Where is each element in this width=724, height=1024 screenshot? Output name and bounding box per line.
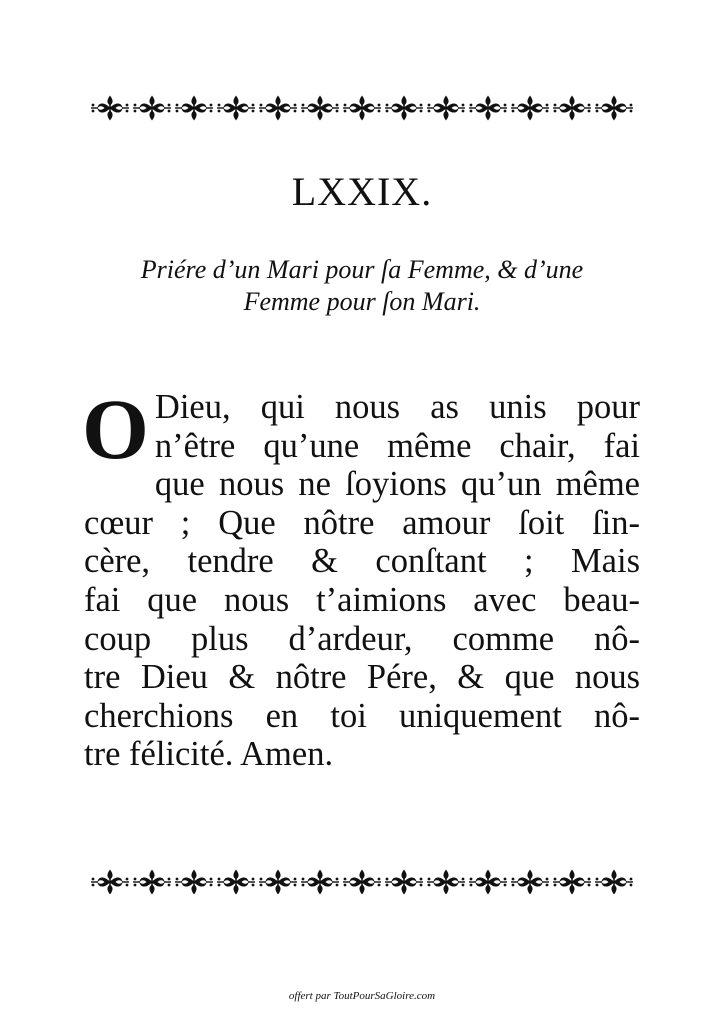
fleuron-ornament-icon <box>89 94 131 122</box>
bottom-ornament-row <box>0 868 724 896</box>
fleuron-ornament-icon <box>383 868 425 896</box>
prayer-title-line-1: Priére d’un Mari pour ſa Femme, & d’une <box>140 255 584 284</box>
body-line: coup plus d’ardeur, comme nô- <box>84 619 640 658</box>
fleuron-ornament-icon <box>551 94 593 122</box>
body-line: Dieu, qui nous as unis pour <box>154 388 640 426</box>
fleuron-ornament-icon <box>341 94 383 122</box>
fleuron-ornament-icon <box>467 94 509 122</box>
prayer-body <box>82 381 640 774</box>
fleuron-ornament-icon <box>467 868 509 896</box>
footer-credit: offert par ToutPourSaGloire.com <box>288 990 436 1002</box>
fleuron-ornament-icon <box>509 868 551 896</box>
fleuron-ornament-icon <box>89 868 131 896</box>
fleuron-ornament-icon <box>425 94 467 122</box>
fleuron-ornament-icon <box>341 868 383 896</box>
fleuron-ornament-icon <box>173 868 215 896</box>
body-line: cère, tendre & conſtant ; Mais <box>84 542 640 581</box>
fleuron-ornament-icon <box>131 94 173 122</box>
body-line: cherchions en toi uniquement nô- <box>84 696 640 735</box>
fleuron-ornament-icon <box>215 94 257 122</box>
fleuron-ornament-icon <box>425 868 467 896</box>
body-line: cœur ; Que nôtre amour ſoit ſin- <box>84 503 640 542</box>
top-ornament-row <box>0 94 724 122</box>
fleuron-ornament-icon <box>257 868 299 896</box>
prayer-title-line-2: Femme pour ſon Mari. <box>243 287 481 316</box>
chapter-number: LXXIX. <box>291 169 433 214</box>
prayer-title <box>60 254 664 318</box>
fleuron-ornament-icon <box>173 94 215 122</box>
body-line: n’être qu’une même chair, fai <box>154 426 640 465</box>
fleuron-ornament-icon <box>383 94 425 122</box>
fleuron-ornament-icon <box>257 94 299 122</box>
fleuron-ornament-icon <box>593 868 635 896</box>
drop-cap: O <box>82 381 149 477</box>
body-line: tre Dieu & nôtre Pére, & que nous <box>84 658 640 697</box>
body-line: tre félicité. Amen. <box>84 735 334 774</box>
body-line: que nous ne ſoyions qu’un même <box>154 465 640 504</box>
fleuron-ornament-icon <box>509 94 551 122</box>
fleuron-ornament-icon <box>551 868 593 896</box>
body-line: fai que nous t’aimions avec beau- <box>84 580 640 619</box>
fleuron-ornament-icon <box>131 868 173 896</box>
fleuron-ornament-icon <box>299 94 341 122</box>
fleuron-ornament-icon <box>299 868 341 896</box>
fleuron-ornament-icon <box>593 94 635 122</box>
fleuron-ornament-icon <box>215 868 257 896</box>
